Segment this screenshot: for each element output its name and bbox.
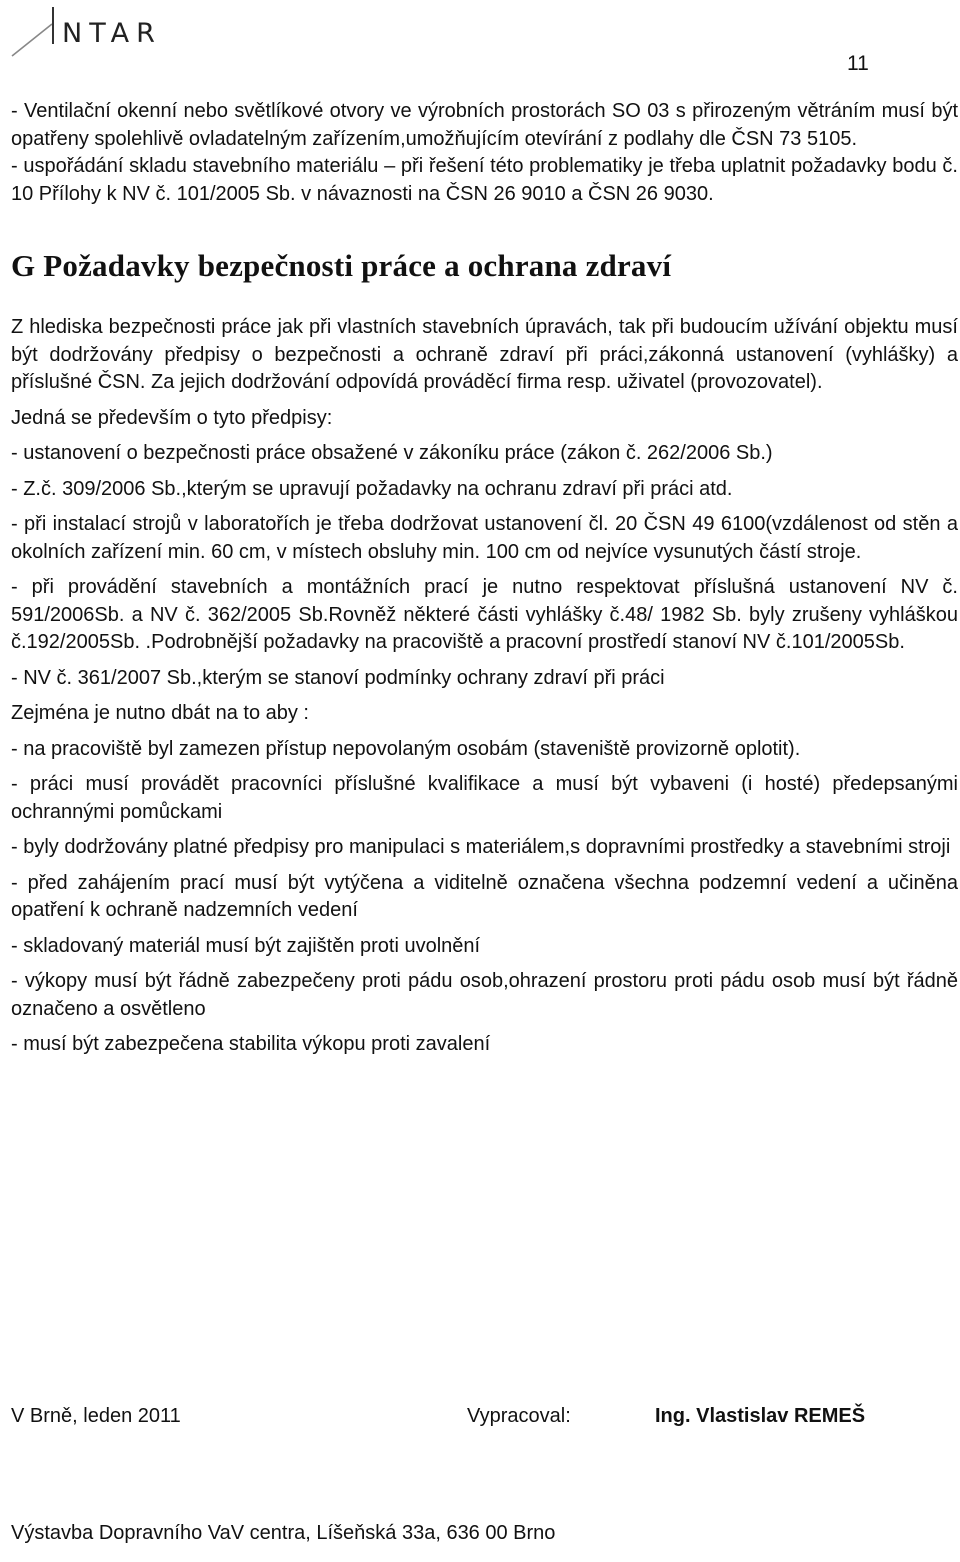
- logo-mark-icon: [10, 4, 70, 62]
- list-item: - při instalací strojů v laboratořích je třeba dodržovat ustanovení čl. 20 ČSN 49 6100(vzdálenost od stěn a okolních zařízení min. 60 cm, v místech obsluhy min. 100 cm od nejvíce vysunutých částí stroje.: [11, 513, 958, 563]
- list-item: - výkopy musí být řádně zabezpečeny proti pádu osob,ohrazení prostoru proti pádu osob musí být řádně označeno a osvětleno: [11, 970, 958, 1020]
- list-item: - práci musí provádět pracovníci příslušné kvalifikace a musí být vybaveni (i hosté) předepsanými ochrannými pomůckami: [11, 773, 958, 823]
- place-date: V Brně, leden 2011: [11, 1405, 181, 1427]
- section-heading: G Požadavky bezpečnosti práce a ochrana zdraví: [11, 248, 672, 283]
- document-body: [11, 98, 958, 1059]
- intro-paragraph-storage: - uspořádání skladu stavebního materiálu – při řešení této problematiky je třeba uplatnit požadavky bodu č. 10 Přílohy k NV č. 101/2005 Sb. v návaznosti na ČSN 26 9010 a ČSN 26 9030.: [11, 155, 958, 205]
- author-name: Ing. Vlastislav REMEŠ: [655, 1405, 866, 1427]
- list-item: - byly dodržovány platné předpisy pro manipulaci s materiálem,s dopravními prostředky a stavebními stroji: [11, 836, 951, 858]
- page-number: 11: [847, 52, 869, 75]
- footer-address: Výstavba Dopravního VaV centra, Líšeňská 33a, 636 00 Brno: [11, 1522, 556, 1544]
- paragraph: Zejména je nutno dbát na to aby :: [11, 702, 309, 724]
- list-item: - před zahájením prací musí být vytýčena a viditelně označena všechna podzemní vedení a učiněna opatření k ochraně nadzemních vedení: [11, 871, 958, 921]
- list-item: - skladovaný materiál musí být zajištěn proti uvolnění: [11, 934, 481, 957]
- paragraph: Jedná se především o tyto předpisy:: [11, 406, 333, 429]
- list-item: - musí být zabezpečena stabilita výkopu proti zavalení: [11, 1033, 491, 1055]
- list-item: - NV č. 361/2007 Sb.,kterým se stanoví podmínky ochrany zdraví při práci: [11, 666, 665, 689]
- prepared-by-label: Vypracoval:: [467, 1405, 571, 1427]
- list-item: - na pracoviště byl zamezen přístup nepovolaným osobám (staveniště provizorně oplotit).: [11, 737, 801, 760]
- signature-line: [11, 1405, 958, 1433]
- paragraph: Z hlediska bezpečnosti práce jak při vlastních stavebních úpravách, tak při budoucím užívání objektu musí být dodržovány předpisy o bezpečnosti a ochraně zdraví při práci,zákonná ustanovení (vyhlášky) a příslušné ČSN. Za jejich dodržování odpovídá prováděcí firma resp. uživatel (provozovatel).: [11, 316, 958, 393]
- list-item: - Z.č. 309/2006 Sb.,kterým se upravují požadavky na ochranu zdraví při práci atd.: [11, 477, 733, 500]
- list-item: - ustanovení o bezpečnosti práce obsažené v zákoníku práce (zákon č. 262/2006 Sb.): [11, 442, 773, 464]
- intro-paragraph-ventilation: - Ventilační okenní nebo světlíkové otvory ve výrobních prostorách SO 03 s přirozeným větráním musí být opatřeny spolehlivě ovladatelným zařízením,umožňujícím otevírání z podlahy dle ČSN 73 5105.: [11, 100, 958, 150]
- intar-logo: [10, 4, 180, 62]
- logo-text: NTAR: [62, 18, 162, 49]
- list-item: - při provádění stavebních a montážních prací je nutno respektovat příslušná ustanovení NV č. 591/2006Sb. a NV č. 362/2005 Sb.Rovněž některé části vyhlášky č.48/ 1982 Sb. byly zrušeny vyhláškou č.192/2005Sb. .Podrobnější požadavky na pracoviště a pracovní prostředí stanoví NV č.101/2005Sb.: [11, 576, 958, 653]
